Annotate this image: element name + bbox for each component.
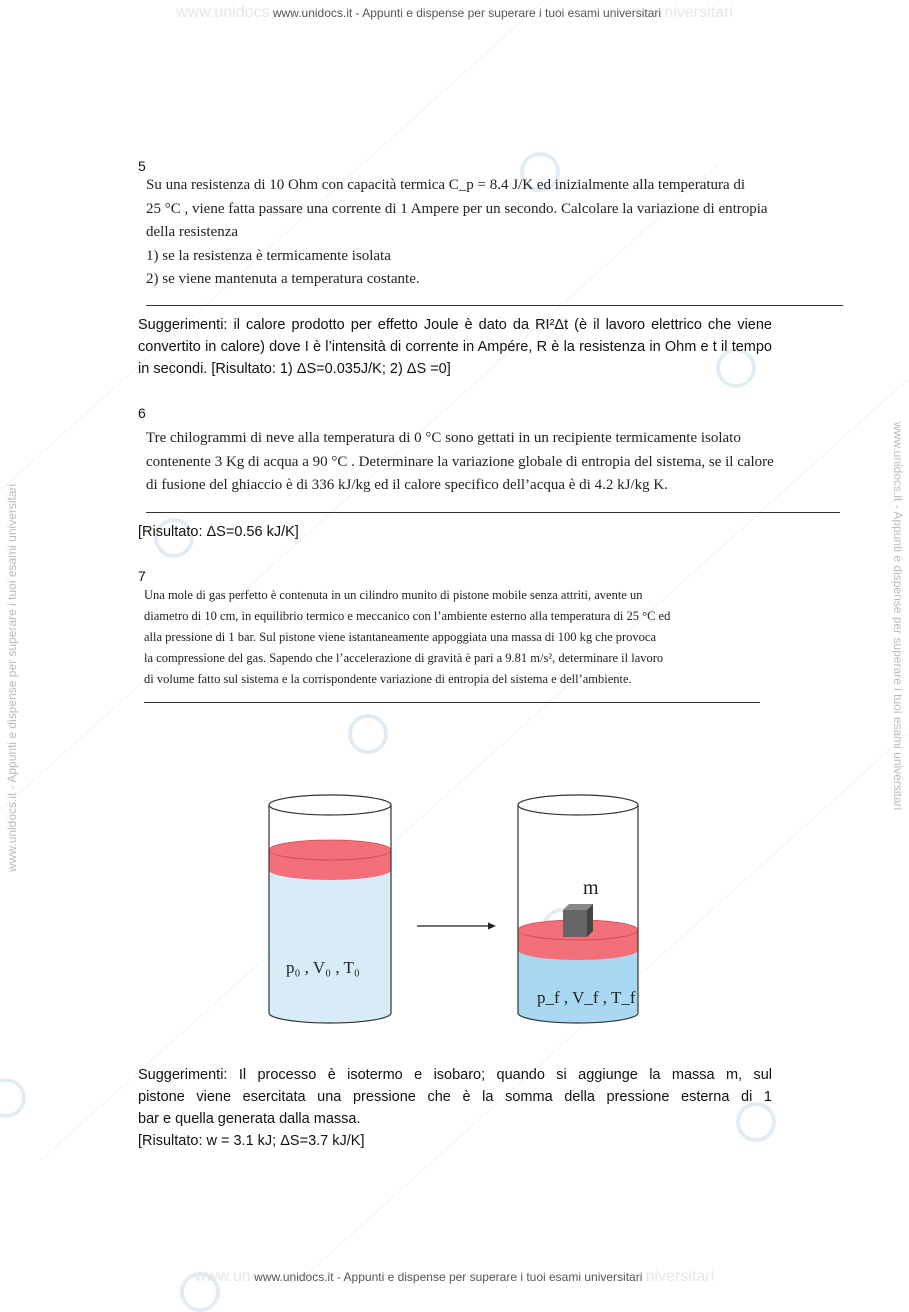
problem-5-line: 2) se viene mantenuta a temperatura costante. bbox=[146, 271, 420, 287]
arrow-icon bbox=[417, 923, 496, 930]
left-side-banner: www.unidocs.it - Appunti e dispense per superare i tuoi esami universitari bbox=[5, 483, 19, 872]
left-cylinder bbox=[269, 795, 391, 1023]
problem-7-divider bbox=[144, 702, 760, 703]
left-piston-top bbox=[269, 840, 391, 860]
left-cylinder-rim bbox=[269, 795, 391, 815]
problem-7-line: alla pressione di 1 bar. Sul pistone viene istantaneamente appoggiata una massa di 100 kg che provoca bbox=[144, 630, 657, 644]
watermark-logo-icon bbox=[348, 714, 388, 754]
problem-7-text bbox=[144, 585, 774, 690]
right-side-banner: www.unidocs.it - Appunti e dispense per superare i tuoi esami universitari bbox=[891, 422, 905, 811]
problem-6-line: Tre chilogrammi di neve alla temperatura di 0 °C sono gettati in un recipiente termicamente isolato bbox=[146, 430, 741, 446]
footer-ghost-left: www.un bbox=[194, 1268, 251, 1285]
watermark-logo-icon bbox=[0, 1078, 26, 1118]
problem-7-hint bbox=[138, 1064, 772, 1152]
problem-6-result: [Risultato: ΔS=0.56 kJ/K] bbox=[138, 524, 299, 540]
problem-6-line: di fusione del ghiaccio è di 336 kJ/kg ed il calore specifico dell’acqua è di 4.2 kJ/kg K. bbox=[146, 477, 668, 493]
problem-5-line: della resistenza bbox=[146, 224, 239, 240]
problem-5-number: 5 bbox=[138, 158, 146, 174]
problem-7-line: Una mole di gas perfetto è contenuta in un cilindro munito di pistone mobile senza attriti, avente un bbox=[144, 588, 643, 602]
problem-5-hint: Suggerimenti: il calore prodotto per effetto Joule è dato da RI²Δt (è il lavoro elettrico che viene convertito in calore) dove I è l’intensità di corrente in Ampére, R è la resistenza in Ohm e t il tempo in secondi. [Risultato: 1) ΔS=0.035J/K; 2) ΔS =0] bbox=[138, 317, 772, 377]
left-gas bbox=[269, 860, 391, 1023]
header-ghost-right: niversitari bbox=[664, 4, 733, 21]
problem-5-line: 25 °C , viene fatta passare una corrente di 1 Ampere per un secondo. Calcolare la variazione di entropia bbox=[146, 200, 768, 217]
mass-block bbox=[563, 910, 587, 937]
problem-7-number: 7 bbox=[138, 568, 146, 584]
problem-7-result: [Risultato: w = 3.1 kJ; ΔS=3.7 kJ/K] bbox=[138, 1133, 365, 1149]
right-state-label: p_f , V_f , T_f bbox=[537, 988, 636, 1007]
header-ghost-left: www.unidocs bbox=[176, 4, 270, 21]
problem-7-hint-line: pistone viene esercitata una pressione che è la somma della pressione esterna di 1 bbox=[138, 1089, 772, 1105]
problem-5-line: Su una resistenza di 10 Ohm con capacità termica C_p = 8.4 J/K ed inizialmente alla temperatura di bbox=[146, 177, 746, 193]
problem-7-hint-line: Suggerimenti: Il processo è isotermo e isobaro; quando si aggiunge la massa m, sul bbox=[138, 1067, 772, 1083]
problem-7-hint-line: bar e quella generata dalla massa. bbox=[138, 1111, 361, 1127]
mass-label: m bbox=[583, 877, 599, 899]
problem-6-text bbox=[146, 427, 846, 498]
problem-5-divider bbox=[146, 305, 843, 306]
header-banner bbox=[0, 4, 909, 22]
problem-5-line: 1) se la resistenza è termicamente isolata bbox=[146, 247, 391, 264]
problem-6-number: 6 bbox=[138, 405, 146, 421]
problem-7-line: la compressione del gas. Sapendo che l’accelerazione di gravità è pari a 9.81 m/s², determinare il lavoro bbox=[144, 651, 664, 665]
problem-6-divider bbox=[146, 512, 840, 513]
footer-ghost-right: niversitari bbox=[645, 1268, 715, 1285]
problem-7-line: di volume fatto sul sistema e la corrispondente variazione di entropia del sistema e dell’ambiente. bbox=[144, 672, 632, 686]
footer-banner-text[interactable]: www.unidocs.it - Appunti e dispense per superare i tuoi esami universitari bbox=[254, 1270, 643, 1284]
problem-6-line: contenente 3 Kg di acqua a 90 °C . Determinare la variazione globale di entropia del sistema, se il calore bbox=[146, 453, 774, 470]
problem-5-text bbox=[146, 174, 846, 292]
header-banner-text[interactable]: www.unidocs.it - Appunti e dispense per superare i tuoi esami universitari bbox=[272, 6, 662, 20]
left-state-label: p₀ , V₀ , T₀ bbox=[286, 958, 360, 977]
right-cylinder-rim bbox=[518, 795, 638, 815]
problem-7-line: diametro di 10 cm, in equilibrio termico e meccanico con l’ambiente esterno alla temperatura di 25 °C ed bbox=[144, 609, 671, 623]
footer-banner bbox=[0, 1268, 909, 1286]
